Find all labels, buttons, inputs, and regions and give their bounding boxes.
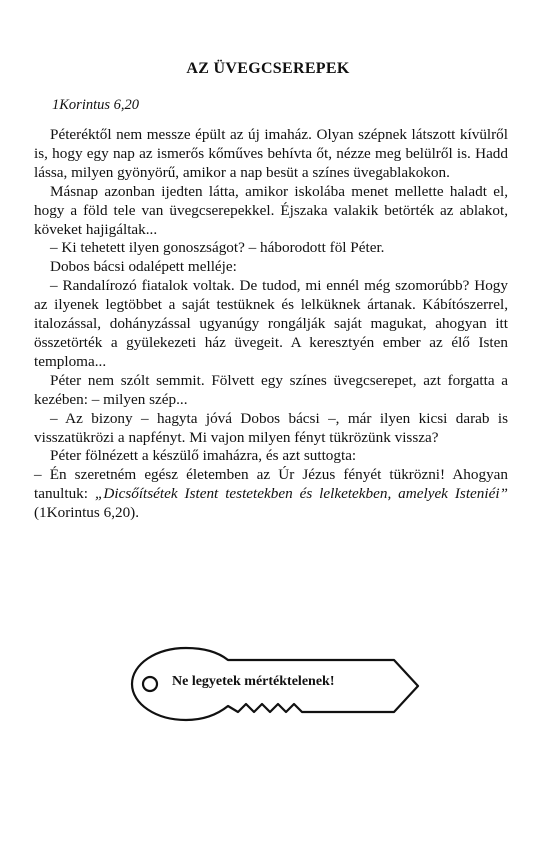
paragraph: Másnap azonban ijedten látta, amikor iskolába menet mellette haladt el, hogy a föld tele van üvegcserepekkel. Éjszaka valakik betörték az ablakot, köveket hajigáltak... (34, 182, 508, 238)
key-label: Ne legyetek mértéktelenek! (172, 674, 335, 689)
dialog-line: – Az bizony – hagyta jóvá Dobos bácsi –, már ilyen kicsi darab is visszatükrözi a napfényt. Mi vajon milyen fényt tükrözünk vissza? (34, 409, 508, 446)
bible-reference: 1Korintus 6,20 (52, 97, 140, 113)
paragraph: Péter nem szólt semmit. Fölvett egy színes üvegcserepet, azt forgatta a kezében: – milyen szép... (34, 371, 508, 408)
paragraph: Péter fölnézett a készülő imaházra, és azt suttogta: (50, 447, 357, 465)
story-text (34, 126, 508, 523)
page-title: AZ ÜVEGCSEREPEK (186, 60, 350, 77)
dialog-line: – Én szeretném egész életemben az Úr Jézus fényét tükrözni! Ahogyan tanultuk: (34, 466, 508, 503)
dialog-line: – Randalírozó fiatalok voltak. De tudod, mi ennél még szomorúbb? Hogy az ilyenek legtöbbet a saját testüknek és lelküknek ártanak. Kábítószerrel, italozással, dohányzással ugyanúgy rongálják saját magukat, ahogyan itt összetörték a gyülekezeti ház üvegeit. A keresztyén ember az élő Isten temploma... (34, 277, 508, 370)
paragraph: Péteréktől nem messze épült az új imaház. Olyan szépnek látszott kívülről is, hogy egy nap az ismerős kőműves behívta őt, nézze meg belülről is. Hadd lássa, milyen gyönyörű, amikor a nap besüt a színes üvegablakokon. (34, 126, 508, 181)
dialog-line: – Ki tehetett ilyen gonoszságot? – háborodott föl Péter. (50, 239, 385, 257)
scripture-reference: (1Korintus 6,20). (34, 504, 140, 522)
closing-paragraph (34, 466, 508, 523)
key-hole-icon (143, 677, 157, 691)
paragraph: Dobos bácsi odalépett melléje: (50, 258, 237, 276)
scripture-quote: „Dicsőítsétek Istent testetekben és lelketekben, amelyek Isteniéi” (94, 485, 509, 503)
